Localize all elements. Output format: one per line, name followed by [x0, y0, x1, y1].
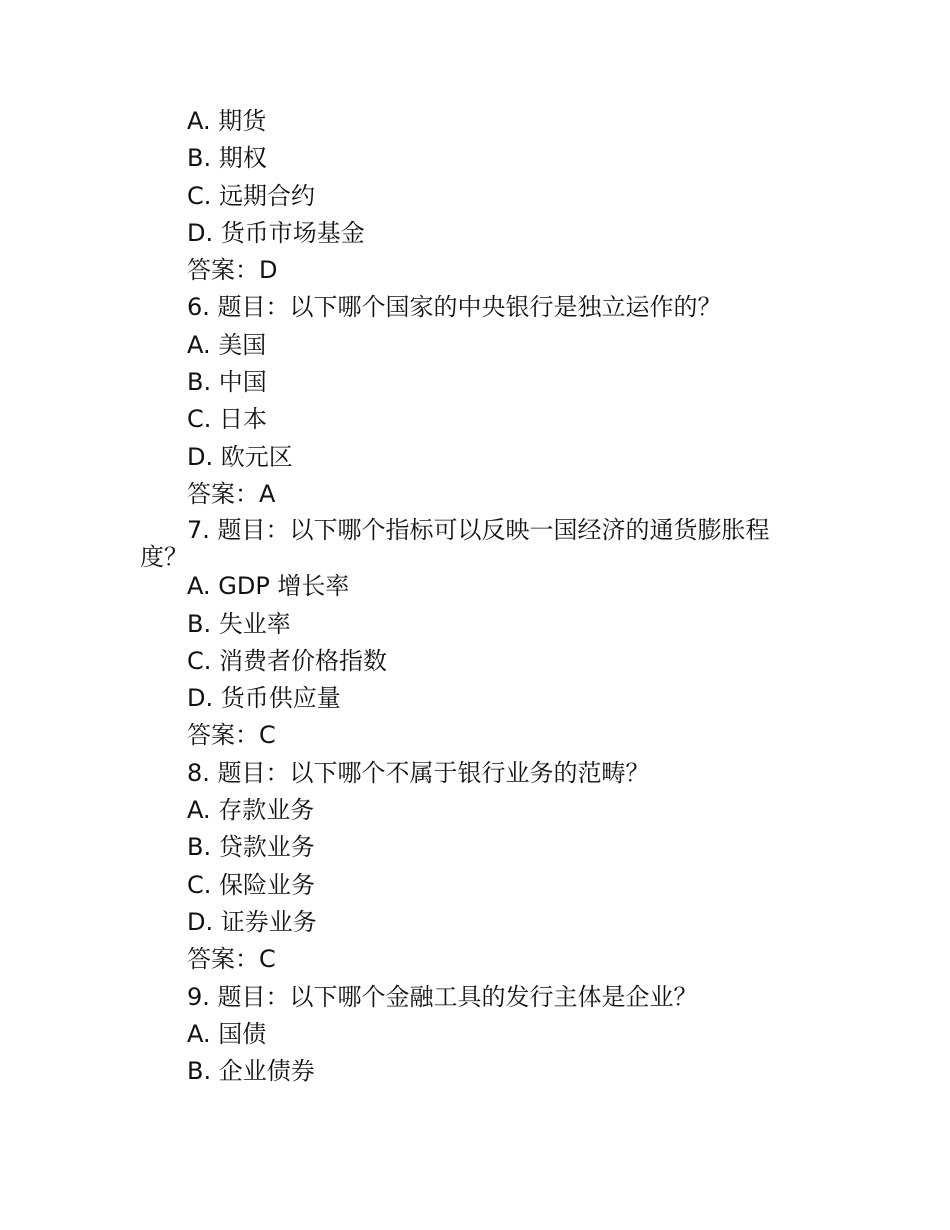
answer-line: 答案：C [187, 945, 276, 974]
option-d: D. 证券业务 [187, 907, 317, 936]
option-b: B. 期权 [187, 144, 267, 173]
option-c: C. 保险业务 [187, 870, 316, 899]
option-a: A. 国债 [187, 1019, 267, 1048]
option-a: A. GDP 增长率 [187, 572, 350, 601]
option-a: A. 存款业务 [187, 796, 315, 825]
question-9: 9. 题目：以下哪个金融工具的发行主体是企业？ [187, 982, 698, 1011]
option-b: B. 失业率 [187, 609, 291, 638]
option-d: D. 货币供应量 [187, 684, 341, 713]
answer-line: 答案：C [187, 721, 276, 750]
option-d: D. 欧元区 [187, 442, 293, 471]
answer-line: 答案：A [187, 479, 276, 508]
answer-line: 答案：D [187, 256, 278, 285]
option-d: D. 货币市场基金 [187, 218, 365, 247]
question-8: 8. 题目：以下哪个不属于银行业务的范畴？ [187, 758, 650, 787]
option-c: C. 消费者价格指数 [187, 646, 388, 675]
option-c: C. 日本 [187, 405, 268, 434]
question-6: 6. 题目：以下哪个国家的中央银行是独立运作的？ [187, 293, 722, 322]
option-b: B. 中国 [187, 368, 267, 397]
option-a: A. 期货 [187, 107, 267, 135]
question-7-line-1: 7. 题目：以下哪个指标可以反映一国经济的通货膨胀程 [187, 516, 770, 545]
question-list [140, 103, 807, 1090]
question-7-line-2: 度？ [140, 543, 188, 572]
question-7 [140, 513, 807, 572]
option-b: B. 贷款业务 [187, 833, 315, 862]
option-b: B. 企业债券 [187, 1057, 315, 1086]
option-c: C. 远期合约 [187, 181, 316, 210]
option-a: A. 美国 [187, 330, 267, 359]
